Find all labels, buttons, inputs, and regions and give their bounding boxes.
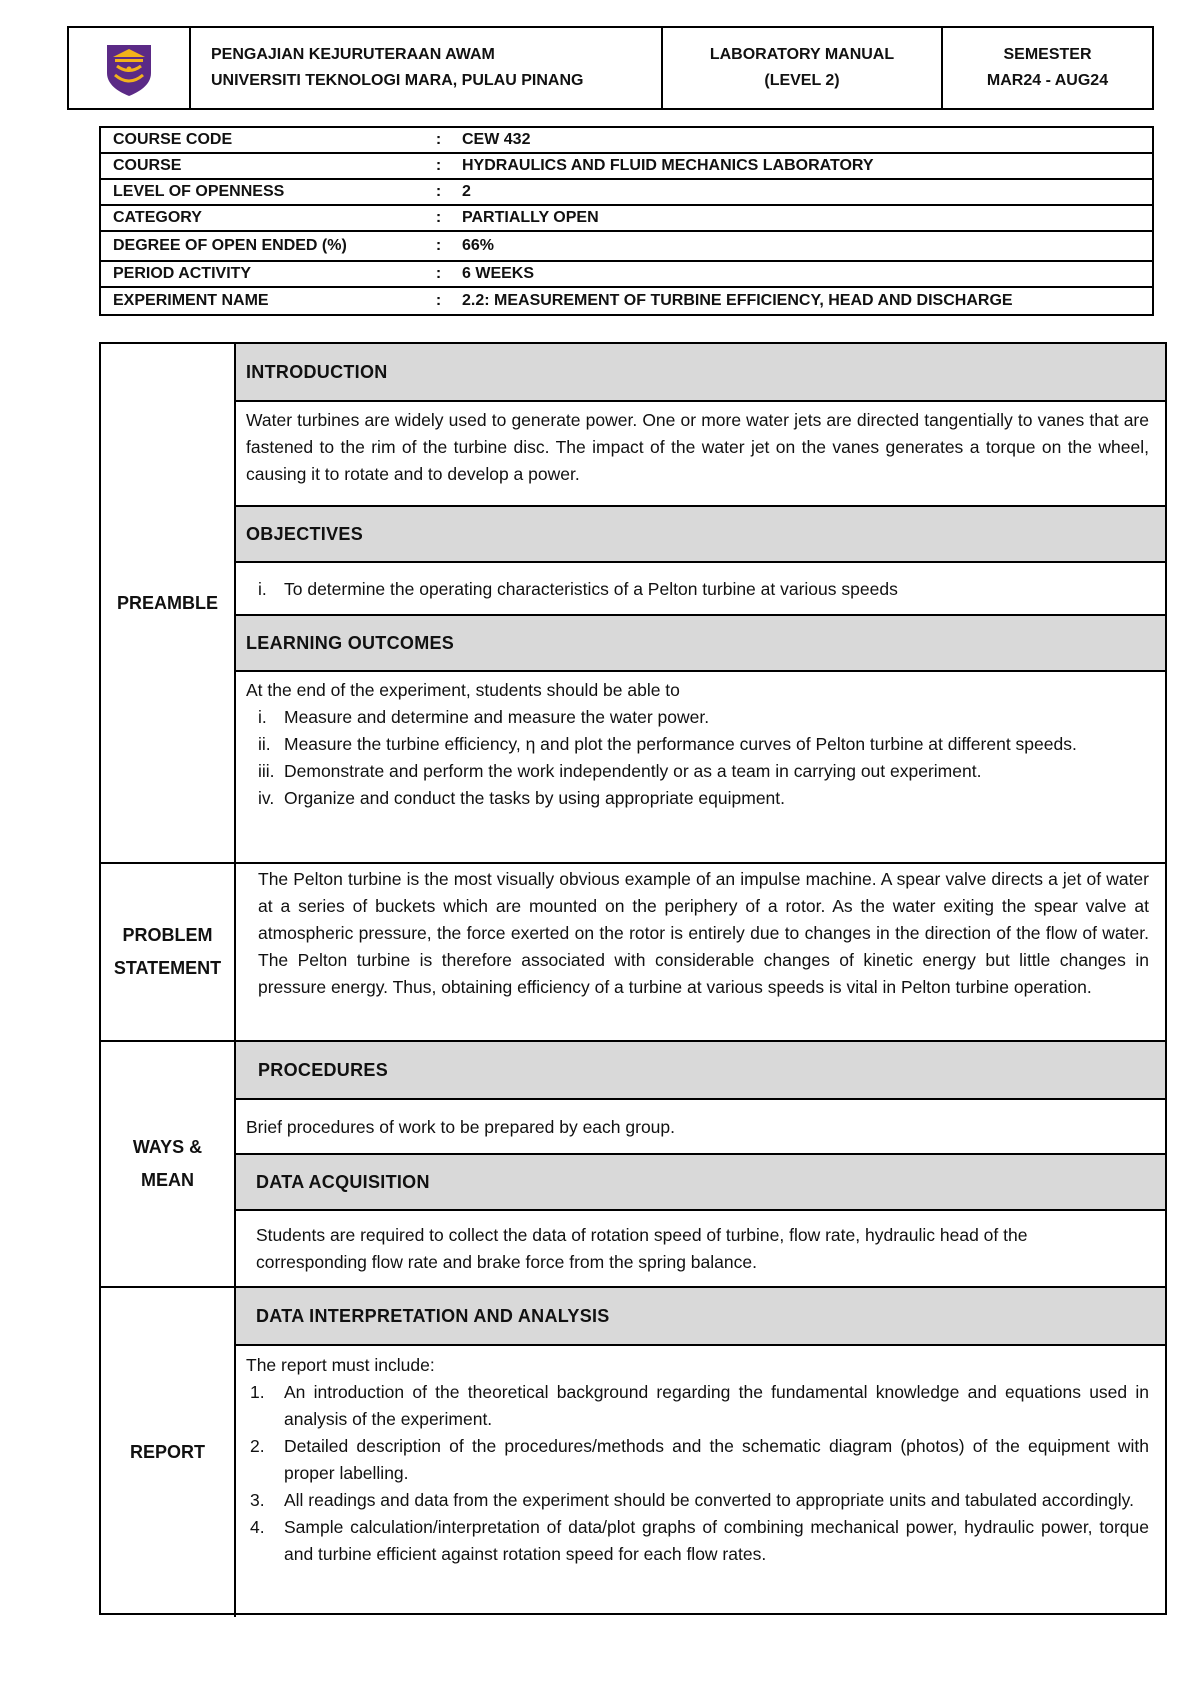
- institution-line2: UNIVERSITI TEKNOLOGI MARA, PULAU PINANG: [211, 72, 584, 89]
- semester-line2: MAR24 - AUG24: [986, 72, 1109, 89]
- problem-statement-body: [236, 864, 1165, 1040]
- list-item: [246, 1514, 1149, 1568]
- data-interpretation-heading: DATA INTERPRETATION AND ANALYSIS: [236, 1288, 1165, 1346]
- info-value: 2.2: MEASUREMENT OF TURBINE EFFICIENCY, HEAD AND DISCHARGE: [462, 292, 1013, 309]
- course-info-table: [99, 126, 1154, 316]
- data-acquisition-heading: DATA ACQUISITION: [236, 1153, 1165, 1211]
- info-row-course: [101, 154, 1152, 180]
- report-label: REPORT: [101, 1288, 236, 1617]
- semester-line1: SEMESTER: [1003, 46, 1092, 63]
- info-label: LEVEL OF OPENNESS: [113, 183, 285, 200]
- list-number: 3.: [250, 1490, 265, 1510]
- ways-label-line2: MEAN: [140, 1170, 194, 1190]
- list-number: 4.: [250, 1517, 265, 1537]
- problem-statement-label: [101, 864, 236, 1040]
- info-value: 6 WEEKS: [462, 265, 535, 282]
- info-row-category: [101, 206, 1152, 232]
- problem-label-line2: STATEMENT: [113, 958, 222, 978]
- list-item: [246, 1379, 1149, 1433]
- preamble-body: [236, 344, 1165, 862]
- learning-outcomes-block: [246, 677, 1149, 812]
- list-text: Sample calculation/interpretation of data/plot graphs of combining mechanical power, hydraulic power, torque and turbine efficient against rotation speed for each flow rates.: [284, 1517, 1149, 1564]
- list-text: To determine the operating characteristics of a Pelton turbine at various speeds: [284, 579, 898, 599]
- uitm-logo-icon: [103, 39, 155, 97]
- report-section: [101, 1288, 1165, 1617]
- report-body: [236, 1288, 1165, 1617]
- manual-line1: LABORATORY MANUAL: [709, 46, 895, 63]
- manual-line2: (LEVEL 2): [764, 72, 840, 89]
- outcomes-list: [246, 704, 1149, 812]
- info-label: CATEGORY: [113, 209, 202, 226]
- objectives-list: [246, 576, 1149, 603]
- report-block: [246, 1352, 1149, 1568]
- list-item: [246, 1487, 1149, 1514]
- info-row-degree-open-ended: [101, 232, 1152, 262]
- info-row-experiment-name: [101, 288, 1152, 314]
- institution-cell: [191, 28, 663, 108]
- list-text: All readings and data from the experiment should be converted to appropriate units and tabulated accordingly.: [284, 1490, 1134, 1510]
- lab-content-table: [99, 342, 1167, 1615]
- info-row-course-code: [101, 128, 1152, 154]
- logo-cell: [69, 28, 191, 108]
- list-item: [246, 704, 1149, 731]
- introduction-heading: INTRODUCTION: [236, 344, 1165, 402]
- info-colon: :: [435, 237, 442, 254]
- document-header: [67, 26, 1154, 110]
- list-item: [246, 785, 1149, 812]
- problem-statement-text: The Pelton turbine is the most visually obvious example of an impulse machine. A spear valve directs a jet of water at a series of buckets which are mounted on the periphery of a rotor. As the water exiting the spear valve at atmospheric pressure, the force exerted on the rotor is entirely due to changes in the direction of the flow of water. The Pelton turbine is therefore associated with considerable changes of kinetic energy but little changes in pressure energy. Thus, obtaining efficiency of a turbine at various speeds is vital in Pelton turbine operation.: [258, 869, 1149, 997]
- ways-and-mean-body: [236, 1042, 1165, 1286]
- ways-and-mean-label: [101, 1042, 236, 1286]
- info-colon: :: [435, 131, 442, 148]
- list-text: Demonstrate and perform the work independently or as a team in carrying out experiment.: [284, 761, 982, 781]
- list-number: ii.: [258, 734, 271, 754]
- info-colon: :: [435, 209, 442, 226]
- list-number: 2.: [250, 1436, 265, 1456]
- list-number: iii.: [258, 761, 275, 781]
- list-item: [246, 731, 1149, 758]
- ways-and-mean-section: [101, 1042, 1165, 1288]
- list-number: i.: [258, 707, 267, 727]
- learning-outcomes-heading: LEARNING OUTCOMES: [236, 614, 1165, 672]
- info-value: HYDRAULICS AND FLUID MECHANICS LABORATORY: [462, 157, 874, 174]
- problem-statement-section: [101, 864, 1165, 1042]
- objectives-heading: OBJECTIVES: [236, 505, 1165, 563]
- introduction-text: Water turbines are widely used to generate power. One or more water jets are directed tangentially to vanes that are fastened to the rim of the turbine disc. The impact of the water jet on the vanes generates a torque on the wheel, causing it to rotate and to develop a power.: [246, 410, 1149, 484]
- ways-label-line1: WAYS &: [132, 1137, 203, 1157]
- info-value: CEW 432: [462, 131, 531, 148]
- problem-label-line1: PROBLEM: [122, 925, 213, 945]
- data-acquisition-text: Students are required to collect the data of rotation speed of turbine, flow rate, hydraulic head of the corresponding flow rate and brake force from the spring balance.: [256, 1225, 1028, 1272]
- list-number: i.: [258, 579, 267, 599]
- preamble-label: PREAMBLE: [101, 344, 236, 862]
- info-colon: :: [435, 265, 442, 282]
- info-label: EXPERIMENT NAME: [113, 292, 269, 309]
- report-requirements-list: [246, 1379, 1149, 1568]
- list-number: 1.: [250, 1382, 265, 1402]
- procedures-text: Brief procedures of work to be prepared by each group.: [246, 1117, 675, 1137]
- report-intro: The report must include:: [246, 1355, 435, 1375]
- list-item: [246, 576, 1149, 603]
- info-row-period-activity: [101, 262, 1152, 288]
- info-colon: :: [435, 292, 442, 309]
- list-item: [246, 758, 1149, 785]
- semester-cell: [943, 28, 1152, 108]
- info-row-level-of-openness: [101, 180, 1152, 206]
- procedures-heading: PROCEDURES: [236, 1042, 1165, 1100]
- preamble-section: [101, 344, 1165, 864]
- info-label: DEGREE OF OPEN ENDED (%): [113, 237, 347, 254]
- info-label: COURSE CODE: [113, 131, 233, 148]
- institution-line1: PENGAJIAN KEJURUTERAAN AWAM: [211, 46, 495, 63]
- info-value: 2: [462, 183, 471, 200]
- list-text: Organize and conduct the tasks by using appropriate equipment.: [284, 788, 786, 808]
- info-colon: :: [435, 157, 442, 174]
- info-label: COURSE: [113, 157, 182, 174]
- list-text: Detailed description of the procedures/methods and the schematic diagram (photos) of the equipment with proper labelling.: [284, 1436, 1149, 1483]
- outcomes-intro: At the end of the experiment, students should be able to: [246, 680, 680, 700]
- info-label: PERIOD ACTIVITY: [113, 265, 252, 282]
- list-text: An introduction of the theoretical background regarding the fundamental knowledge and equations used in analysis of the experiment.: [284, 1382, 1149, 1429]
- list-text: Measure and determine and measure the water power.: [284, 707, 710, 727]
- list-text: Measure the turbine efficiency, η and plot the performance curves of Pelton turbine at different speeds.: [284, 734, 1077, 754]
- info-colon: :: [435, 183, 442, 200]
- list-item: [246, 1433, 1149, 1487]
- info-value: PARTIALLY OPEN: [462, 209, 599, 226]
- info-value: 66%: [462, 237, 495, 254]
- manual-cell: [663, 28, 943, 108]
- list-number: iv.: [258, 788, 275, 808]
